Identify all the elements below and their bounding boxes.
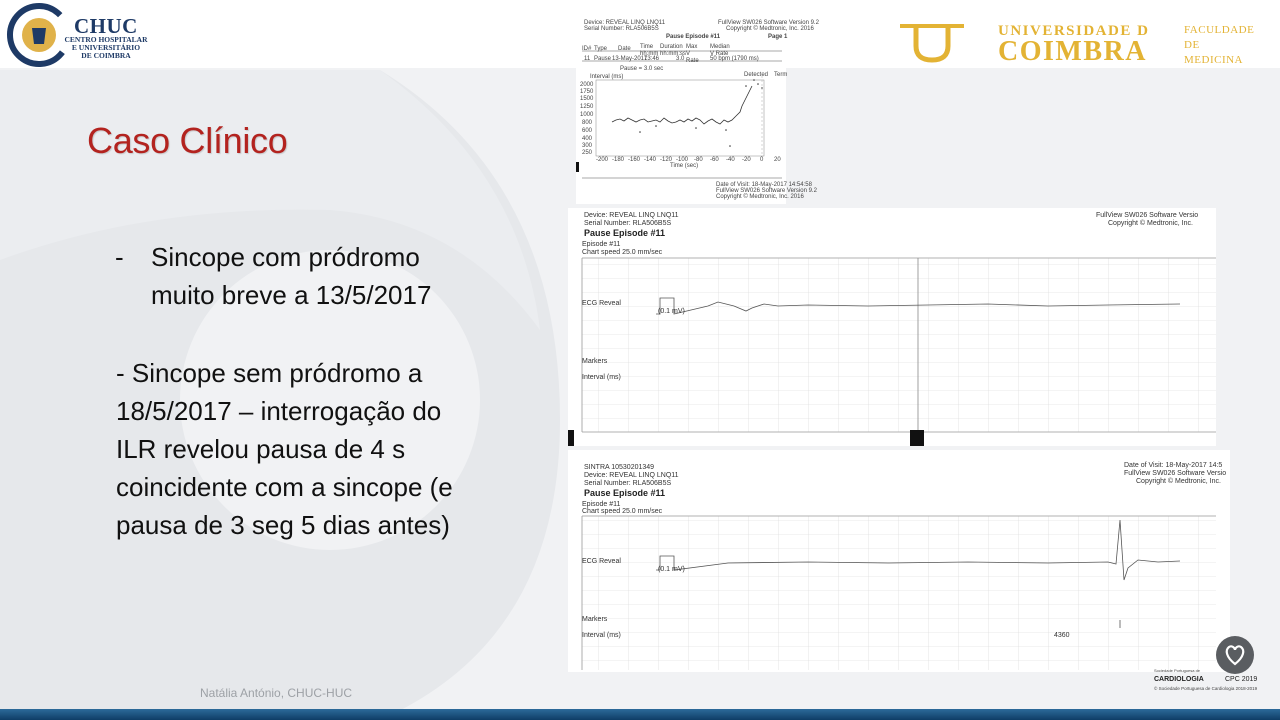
x-tick: -200 bbox=[596, 157, 609, 163]
bullet-dash: - bbox=[115, 242, 124, 272]
university-coimbra-logo bbox=[898, 22, 1268, 68]
table-cell-date: 13-May-2017 bbox=[612, 56, 648, 62]
slide-title: Caso Clínico bbox=[87, 120, 288, 161]
ecg2-ecg-label: ECG Reveal bbox=[582, 558, 621, 565]
y-tick: 1750 bbox=[580, 89, 594, 95]
x-tick: -140 bbox=[644, 157, 657, 163]
table-header-duration: Duration hh:mm:ss bbox=[660, 44, 687, 57]
y-tick: 2000 bbox=[580, 82, 594, 88]
uc-coimbra: COIMBRA bbox=[998, 36, 1147, 67]
uc-universidade: UNIVERSIDADE D bbox=[998, 23, 1150, 39]
table-cell-time: 13:46 bbox=[644, 56, 660, 62]
interval-outliers bbox=[639, 79, 763, 147]
ecg2-sintra: SINTRA 10530201349 bbox=[584, 464, 655, 471]
table-header-median-rate: Median V Rate bbox=[710, 44, 730, 57]
table-cell-median-rate: 50 bpm (1790 ms) bbox=[710, 56, 759, 62]
detected-label: Detected bbox=[744, 72, 769, 78]
ecg2-scale: (0.1 mV) bbox=[658, 566, 685, 573]
bullet-2-line: - Sincope sem pródromo a bbox=[116, 358, 423, 388]
table-header-max-rate: Max V Rate bbox=[686, 44, 699, 64]
bullet-1-line: muito breve a 13/5/2017 bbox=[151, 280, 432, 310]
bullet-1-line: Sincope com pródromo bbox=[151, 242, 420, 272]
table-cell-id: 11 bbox=[584, 56, 591, 62]
footer-line: Date of Visit: 18-May-2017 14:54:58 bbox=[716, 182, 812, 188]
ecg1-software: FullView SW026 Software Versio bbox=[1096, 212, 1199, 219]
ecg2-device: Device: REVEAL LINQ LNQ11 bbox=[584, 472, 679, 479]
table-cell-type: Pause bbox=[594, 56, 612, 62]
pause-note: Pause = 3.0 sec bbox=[620, 66, 664, 72]
table-header-date: Date bbox=[618, 46, 631, 52]
spc-society-text: Sociedade Portuguesa de bbox=[1154, 668, 1201, 673]
ecg1-serial: Serial Number: RLA506B5S bbox=[584, 220, 672, 227]
device-line: Device: REVEAL LINQ LNQ11 bbox=[584, 20, 666, 26]
chuc-subtitle: CENTRO HOSPITALAR E UNIVERSITÁRIO DE COIMBRA bbox=[64, 35, 148, 60]
y-tick: 1500 bbox=[580, 96, 594, 102]
y-axis-label: Interval (ms) bbox=[590, 74, 624, 80]
software-line: FullView SW026 Software Version 9.2 bbox=[718, 20, 819, 26]
bullet-2-line: ILR revelou pausa de 4 s bbox=[116, 434, 406, 464]
ecg2-copyright: Copyright © Medtronic, Inc. bbox=[1136, 478, 1221, 485]
ecg1-episode: Episode #11 bbox=[582, 241, 621, 248]
x-tick: -20 bbox=[742, 157, 751, 163]
ecg2-title: Pause Episode #11 bbox=[584, 488, 666, 498]
ecg2-chart-speed: Chart speed 25.0 mm/sec bbox=[582, 508, 663, 515]
y-tick: 600 bbox=[582, 128, 593, 134]
uc-faculdade: FACULDADE DE MEDICINA bbox=[1184, 24, 1255, 66]
x-tick: 20 bbox=[774, 157, 781, 163]
ecg1-scale: (0.1 mV) bbox=[658, 308, 685, 315]
x-tick: -80 bbox=[694, 157, 703, 163]
y-tick: 400 bbox=[582, 136, 593, 142]
page-label: Page 1 bbox=[768, 34, 788, 40]
ecg2-markers: Markers bbox=[582, 616, 608, 623]
y-tick: 250 bbox=[582, 150, 593, 156]
serial-line: Serial Number: RLA506B5S bbox=[584, 26, 659, 32]
ecg-strip-1 bbox=[568, 208, 1216, 446]
x-tick: -180 bbox=[612, 157, 625, 163]
footer-line: Copyright © Medtronic, Inc. 2016 bbox=[716, 194, 804, 200]
ecg1-device: Device: REVEAL LINQ LNQ11 bbox=[584, 212, 679, 219]
ecg1-markers: Markers bbox=[582, 358, 608, 365]
y-tick: 1000 bbox=[580, 112, 594, 118]
x-axis-label: Time (sec) bbox=[670, 163, 699, 169]
bullet-2-line: pausa de 3 seg 5 dias antes) bbox=[116, 510, 450, 540]
chuc-name: CHUC bbox=[74, 14, 138, 38]
ecg2-date: Date of Visit: 18-May-2017 14:5 bbox=[1124, 462, 1223, 469]
ecg2-episode: Episode #11 bbox=[582, 501, 621, 508]
copyright-line: Copyright © Medtronic, Inc. 2016 bbox=[726, 26, 814, 32]
ecg-strip-2 bbox=[568, 450, 1230, 672]
x-tick: -100 bbox=[676, 157, 689, 163]
x-tick: 0 bbox=[760, 157, 764, 163]
table-header-id: ID# bbox=[582, 46, 592, 52]
spc-cardiologia-text: CARDIOLOGIA bbox=[1154, 676, 1204, 683]
interval-series bbox=[612, 86, 752, 124]
spc-cpc-text: CPC 2019 bbox=[1225, 676, 1258, 683]
bullet-1 bbox=[115, 238, 495, 314]
x-tick: -60 bbox=[710, 157, 719, 163]
x-tick: -160 bbox=[628, 157, 641, 163]
ecg-grid-1 bbox=[568, 208, 1216, 446]
ecg1-ecg-label: ECG Reveal bbox=[582, 300, 621, 307]
ecg1-interval: Interval (ms) bbox=[582, 374, 621, 381]
bullet-2-line: 18/5/2017 – interrogação do bbox=[116, 396, 442, 426]
chuc-emblem-icon bbox=[6, 2, 72, 68]
footer-band bbox=[0, 709, 1280, 720]
table-header-type: Type bbox=[594, 46, 608, 52]
ecg1-title: Pause Episode #11 bbox=[584, 228, 666, 238]
ecg2-software: FullView SW026 Software Versio bbox=[1124, 470, 1227, 477]
table-cell-duration: 3.0 bbox=[676, 56, 685, 62]
ecg2-interval: Interval (ms) bbox=[582, 632, 621, 639]
bullet-2-line: coincidente com a sincope (e bbox=[116, 472, 453, 502]
uc-emblem-icon bbox=[898, 22, 968, 64]
x-tick: -40 bbox=[726, 157, 735, 163]
y-tick: 800 bbox=[582, 120, 593, 126]
pause-episode-report bbox=[576, 16, 819, 204]
footer-line: FullView SW026 Software Version 9.2 bbox=[716, 188, 817, 194]
ecg2-interval-value: 4360 bbox=[1054, 632, 1070, 639]
ecg2-serial: Serial Number: RLA506B5S bbox=[584, 480, 672, 487]
term-label: Term bbox=[774, 72, 788, 78]
episode-title: Pause Episode #11 bbox=[666, 34, 721, 40]
author-footer: Natália António, CHUC-HUC bbox=[200, 686, 353, 700]
chuc-logo bbox=[6, 2, 156, 66]
ecg1-copyright: Copyright © Medtronic, Inc. bbox=[1108, 220, 1193, 227]
y-tick: 300 bbox=[582, 143, 593, 149]
x-tick: -120 bbox=[660, 157, 673, 163]
y-tick: 1250 bbox=[580, 104, 594, 110]
spc-heart-icon bbox=[1216, 636, 1254, 674]
bullet-2 bbox=[116, 354, 516, 544]
table-header-time: Time hh:mm bbox=[640, 44, 659, 57]
ecg1-chart-speed: Chart speed 25.0 mm/sec bbox=[582, 249, 663, 256]
spc-copyright-text: © Sociedade Portuguesa de Cardiologia 2018-2019 bbox=[1154, 686, 1258, 691]
spc-cardiologia-logo bbox=[1150, 634, 1270, 696]
